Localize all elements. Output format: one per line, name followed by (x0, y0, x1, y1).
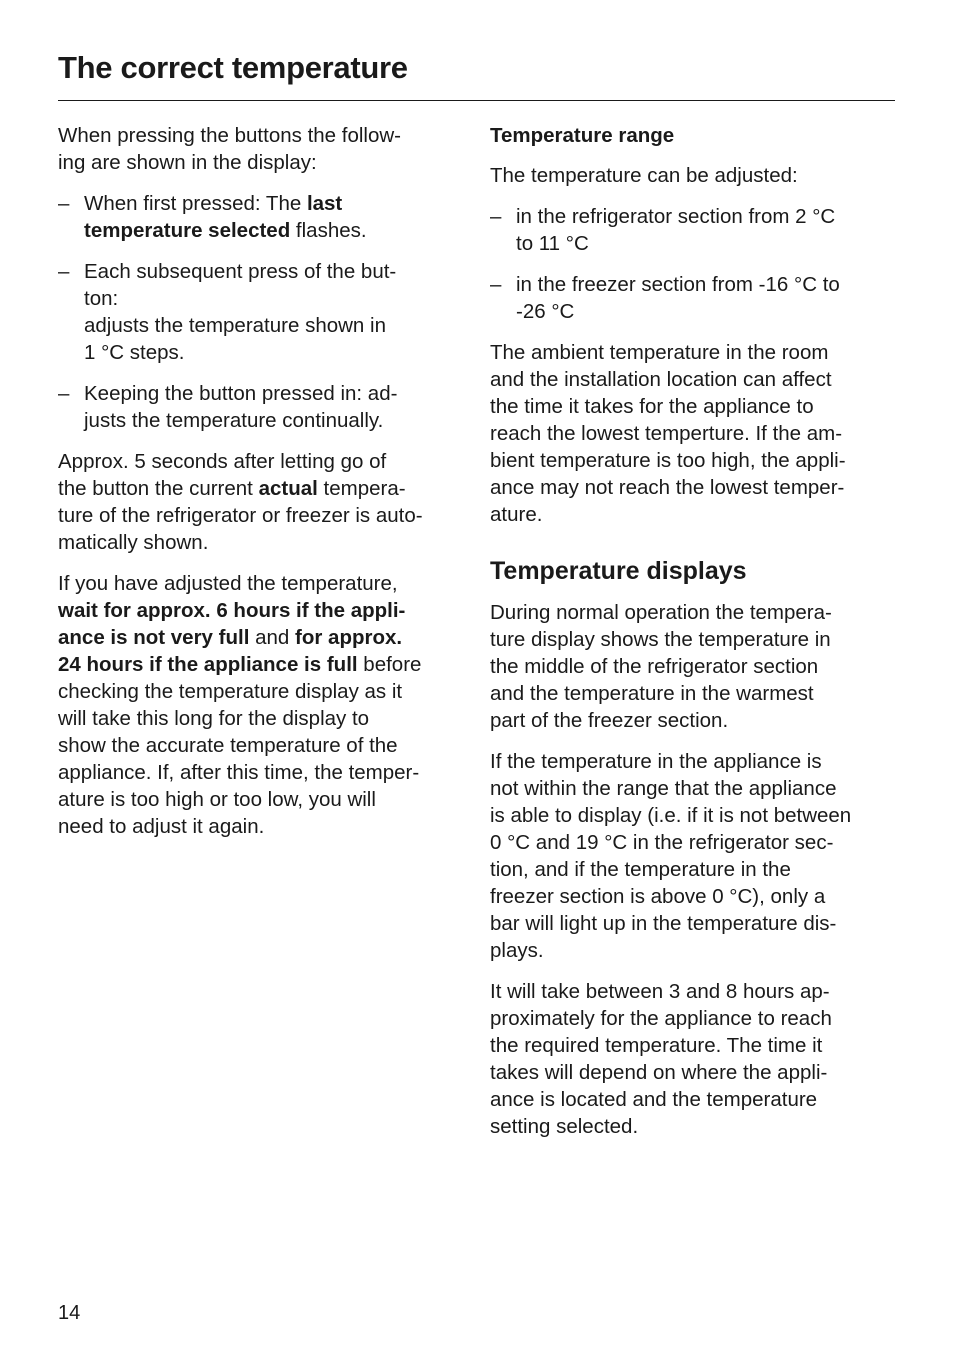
paragraph-emphasis: actual (258, 477, 318, 500)
list-item (490, 271, 898, 325)
intro-paragraph: When pressing the buttons the follow- ing are shown in the display: (58, 124, 401, 174)
paragraph-text: and (249, 626, 296, 649)
dash-bullet: – (58, 382, 70, 405)
paragraph-text: If you have adjusted the temperature, (58, 572, 398, 595)
list-item-text: in the freezer section from -16 °C to -26 °C (516, 273, 840, 323)
ambient-paragraph: The ambient temperature in the room and the installation location can affect the time it takes for the appliance to reach the lowest temperture. If the am- bient temperature is too high, the appli- ance may not reach the lowest temper- ature. (490, 341, 846, 526)
paragraph-emphasis: wait for approx. 6 hours if the appli- ance is not very full (58, 599, 406, 649)
dash-bullet: – (490, 205, 502, 228)
dash-bullet: – (58, 260, 70, 283)
auto-display-paragraph (58, 448, 468, 556)
page-number: 14 (58, 1302, 81, 1324)
paragraph-text: before checking the temperature display as it will take this long for the display to show the accurate temperature of the appliance. If, after this time, the temper- ature is too high or too low, you will need to adjust it again. (58, 653, 422, 838)
temperature-range-list (490, 203, 898, 325)
list-item-text: When first pressed: The (84, 192, 307, 215)
paragraph-text: tempera- ture of the refrigerator or freezer is auto- matically shown. (58, 477, 423, 554)
page-title: The correct temperature (58, 50, 408, 85)
list-item (58, 190, 468, 244)
left-column (58, 122, 468, 854)
out-of-range-paragraph: If the temperature in the appliance is not within the range that the appliance is able to display (i.e. if it is not between 0 °C and 19 °C in the refrigerator sec- tion, and if the temperature in the freezer section is above 0 °C), only a bar will light up in the temperature dis- plays. (490, 750, 852, 962)
paragraph-text: Approx. 5 seconds after letting go of the button the current (58, 450, 387, 500)
dash-bullet: – (58, 192, 70, 215)
temperature-displays-heading: Temperature displays (490, 557, 747, 585)
list-item-text: Keeping the button pressed in: ad- justs the temperature continually. (84, 382, 398, 432)
list-item-emphasis: last temperature selected (84, 192, 343, 242)
paragraph-emphasis: for approx. 24 hours if the appliance is full (58, 626, 403, 676)
dash-bullet: – (490, 273, 502, 296)
list-item (58, 258, 468, 366)
list-item (490, 203, 898, 257)
list-item-text: flashes. (290, 219, 367, 242)
displays-paragraph: During normal operation the tempera- ture display shows the temperature in the middle of the refrigerator section and the temperature in the warmest part of the freezer section. (490, 601, 832, 732)
list-item (58, 380, 468, 434)
button-press-list (58, 190, 468, 434)
range-intro-paragraph: The temperature can be adjusted: (490, 164, 798, 187)
right-column (490, 122, 898, 1154)
time-to-reach-paragraph: It will take between 3 and 8 hours ap- proximately for the appliance to reach the required temperature. The time it takes will depend on where the appli- ance is located and the temperature setting selected. (490, 980, 832, 1138)
list-item-text: in the refrigerator section from 2 °C to 11 °C (516, 205, 836, 255)
temperature-range-heading: Temperature range (490, 124, 675, 147)
wait-time-paragraph (58, 570, 468, 840)
list-item-text: Each subsequent press of the but- ton: adjusts the temperature shown in 1 °C steps. (84, 260, 397, 364)
title-divider (58, 100, 895, 101)
